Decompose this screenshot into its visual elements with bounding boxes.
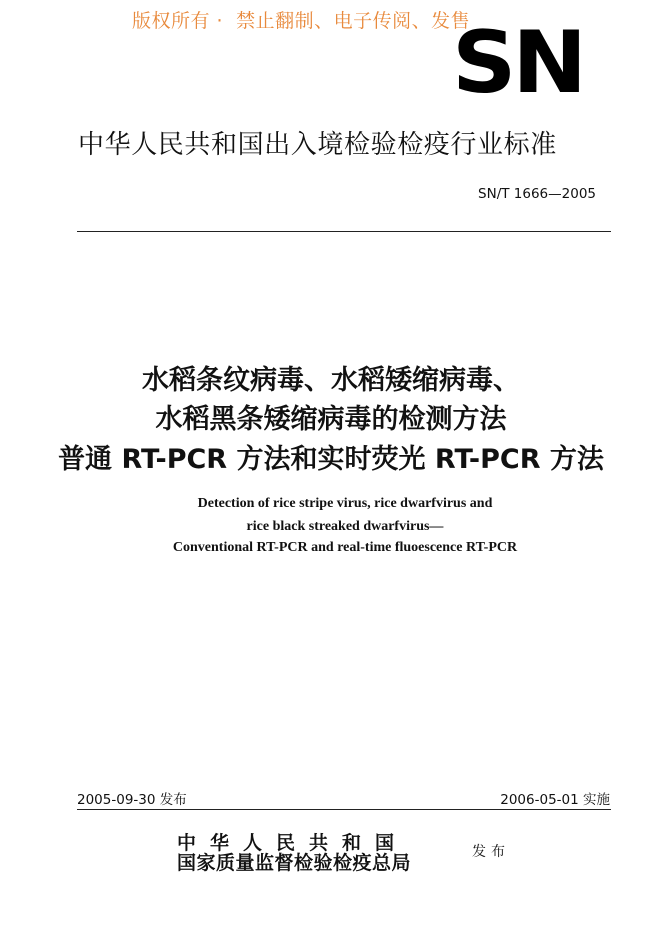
header-divider [77,231,611,232]
release-label: 发布 [472,844,510,860]
issuer-name: 中华人民共和国 [177,832,409,854]
chinese-title-line: 普通 RT-PCR 方法和实时荧光 RT-PCR 方法 [58,444,604,475]
standard-category: 中华人民共和国出入境检验检疫行业标准 [78,130,557,160]
english-title-line: Conventional RT-PCR and real-time fluoescence RT-PCR [172,540,518,555]
sn-logo: SN [452,13,583,113]
chinese-title-line: 水稻条纹病毒、水稻矮缩病毒、 [142,365,520,396]
copyright-watermark: 版权所有 · 禁止翻制、电子传阅、发售 [132,10,471,32]
chinese-title-line: 水稻黑条矮缩病毒的检测方法 [155,404,507,435]
english-title-line: Detection of rice stripe virus, rice dwarfvirus and [197,496,493,511]
english-title-line: rice black streaked dwarfvirus— [246,519,444,534]
footer-divider [77,809,611,810]
issuer-agency: 国家质量监督检验检疫总局 [177,852,412,874]
standard-number: SN/T 1666—2005 [478,186,596,202]
issue-date: 2005-09-30 发布 [77,792,187,808]
implementation-date: 2006-05-01 实施 [500,792,610,808]
